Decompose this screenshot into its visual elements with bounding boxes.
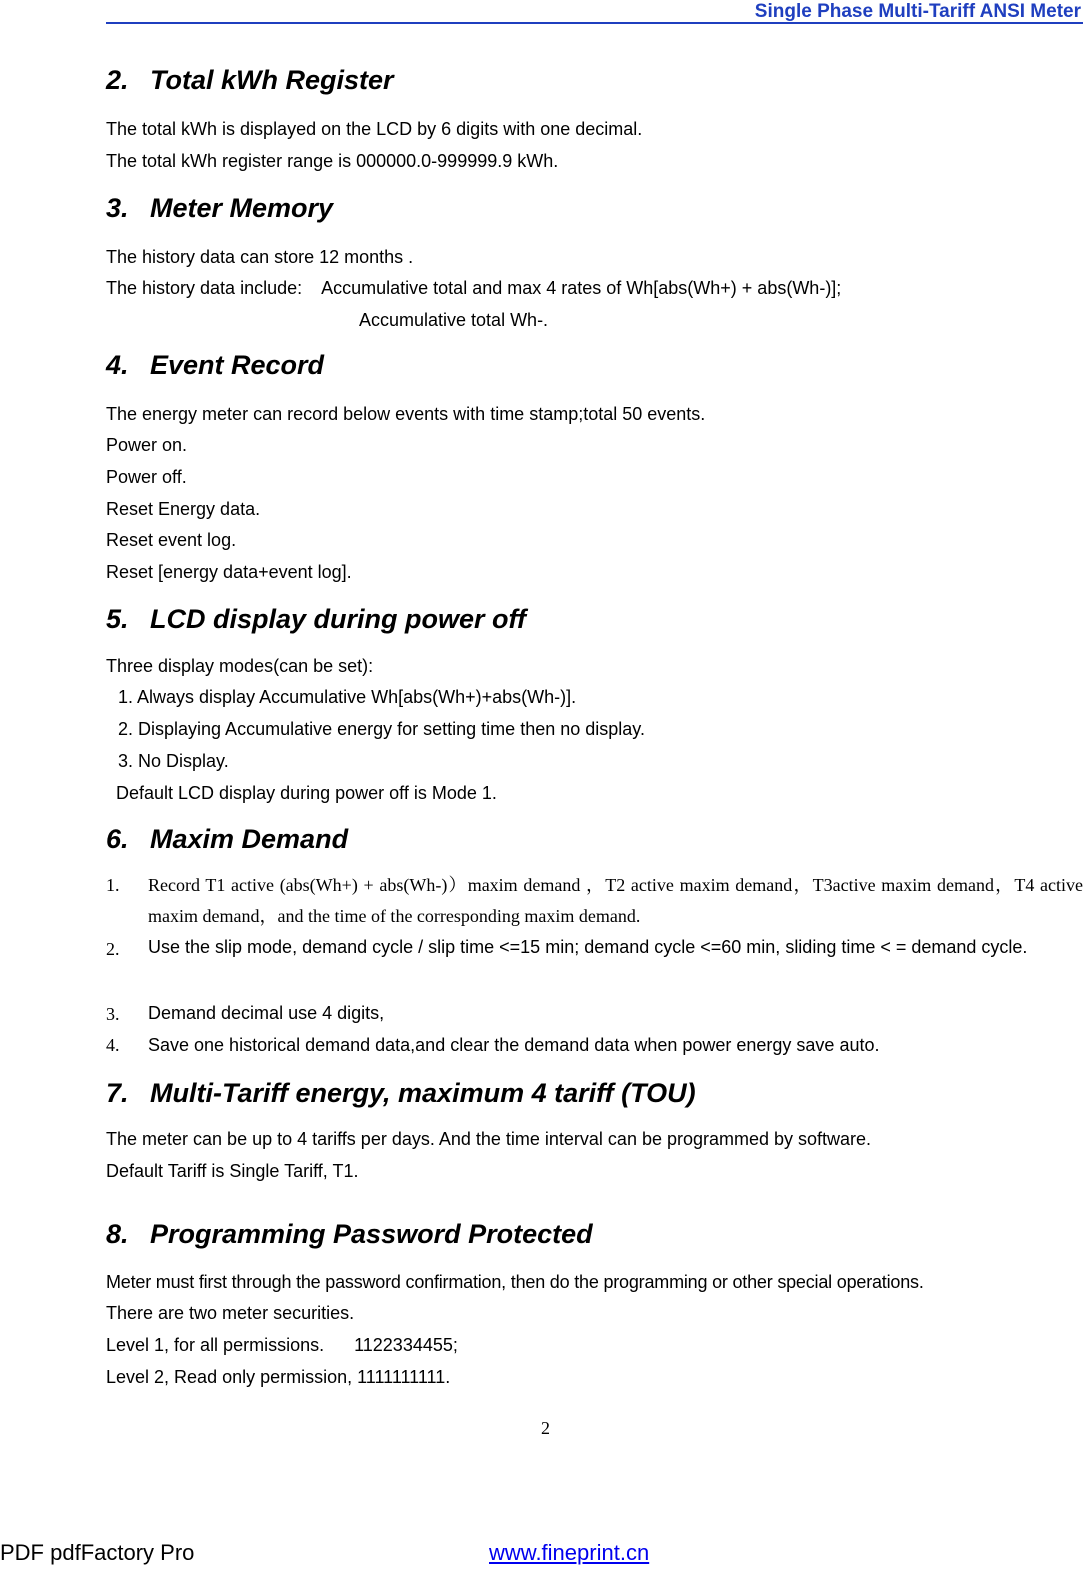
- section-number: 4.: [106, 350, 129, 380]
- section-title: Event Record: [150, 350, 325, 380]
- paragraph-line: Default LCD display during power off is Mode 1.: [116, 783, 497, 803]
- paragraph-line: The energy meter can record below events with time stamp;total 50 events.: [106, 404, 706, 424]
- page-number: 2: [541, 1418, 550, 1438]
- section-number: 5.: [106, 604, 129, 634]
- list-item: Reset [energy data+event log].: [106, 562, 352, 582]
- ordered-list-number: 1.: [106, 875, 120, 895]
- list-item: Reset event log.: [106, 530, 237, 550]
- paragraph-line: Accumulative total Wh-.: [359, 310, 549, 330]
- section-title: Programming Password Protected: [150, 1219, 593, 1249]
- section-title: Multi-Tariff energy, maximum 4 tariff (TOU): [150, 1078, 696, 1108]
- section-heading-maxim-demand: [106, 823, 348, 855]
- ordered-list-number: 3.: [106, 1004, 120, 1024]
- list-item: 1. Always display Accumulative Wh[abs(Wh+)+abs(Wh-)].: [118, 687, 577, 707]
- paragraph-line: Level 1, for all permissions. 1122334455;: [106, 1335, 458, 1355]
- ordered-list-text: Record T1 active (abs(Wh+) + abs(Wh-)）maxim demand ，T2 active maxim demand，T3active maxim demand，T4 active maxim demand，and the time of the corresponding maxim demand.: [148, 875, 1083, 926]
- list-item: Power off.: [106, 467, 187, 487]
- list-item: 2. Displaying Accumulative energy for setting time then no display.: [118, 719, 645, 739]
- section-title: Maxim Demand: [150, 824, 349, 854]
- list-item: 3. No Display.: [118, 751, 229, 771]
- section-heading-password: [106, 1218, 593, 1250]
- ordered-list-text: Use the slip mode, demand cycle / slip time <=15 min; demand cycle <=60 min, sliding time < = demand cycle.: [148, 937, 1028, 957]
- header-rule: [106, 22, 1083, 24]
- paragraph-line: The history data include: Accumulative total and max 4 rates of Wh[abs(Wh+) + abs(Wh-)];: [106, 278, 842, 298]
- section-heading-event-record: [106, 349, 324, 381]
- ordered-list-text: Demand decimal use 4 digits,: [148, 1003, 385, 1023]
- section-heading-total-kwh: [106, 64, 394, 96]
- section-title: Total kWh Register: [150, 65, 394, 95]
- section-number: 6.: [106, 824, 129, 854]
- footer-website-link[interactable]: www.fineprint.cn: [489, 1540, 650, 1565]
- section-heading-meter-memory: [106, 192, 333, 224]
- header-title: Single Phase Multi-Tariff ANSI Meter: [754, 1, 1081, 22]
- paragraph-line: The total kWh is displayed on the LCD by 6 digits with one decimal.: [106, 119, 643, 139]
- section-number: 8.: [106, 1219, 129, 1249]
- paragraph-line: Three display modes(can be set):: [106, 656, 374, 676]
- paragraph-line: Default Tariff is Single Tariff, T1.: [106, 1161, 359, 1181]
- ordered-list-text: Save one historical demand data,and clear the demand data when power energy save auto.: [148, 1035, 880, 1055]
- section-number: 2.: [106, 65, 129, 95]
- paragraph-line: There are two meter securities.: [106, 1303, 355, 1323]
- paragraph-line: The total kWh register range is 000000.0-999999.9 kWh.: [106, 151, 559, 171]
- section-title: Meter Memory: [150, 193, 334, 223]
- ordered-list-number: 2.: [106, 939, 120, 959]
- section-heading-lcd-display: [106, 603, 526, 635]
- paragraph-line: The meter can be up to 4 tariffs per days. And the time interval can be programmed by software.: [106, 1129, 872, 1149]
- section-heading-multi-tariff: [106, 1077, 696, 1109]
- paragraph-line: Level 2, Read only permission, 1111111111.: [106, 1367, 451, 1387]
- paragraph-line: Meter must first through the password confirmation, then do the programming or other special operations.: [106, 1272, 924, 1292]
- footer-pdffactory-label: PDF pdfFactory Pro: [0, 1540, 195, 1565]
- paragraph-line: The history data can store 12 months .: [106, 247, 414, 267]
- ordered-list-number: 4.: [106, 1035, 120, 1055]
- section-number: 7.: [106, 1078, 129, 1108]
- section-title: LCD display during power off: [150, 604, 527, 634]
- list-item: Power on.: [106, 435, 188, 455]
- list-item: Reset Energy data.: [106, 499, 261, 519]
- section-number: 3.: [106, 193, 129, 223]
